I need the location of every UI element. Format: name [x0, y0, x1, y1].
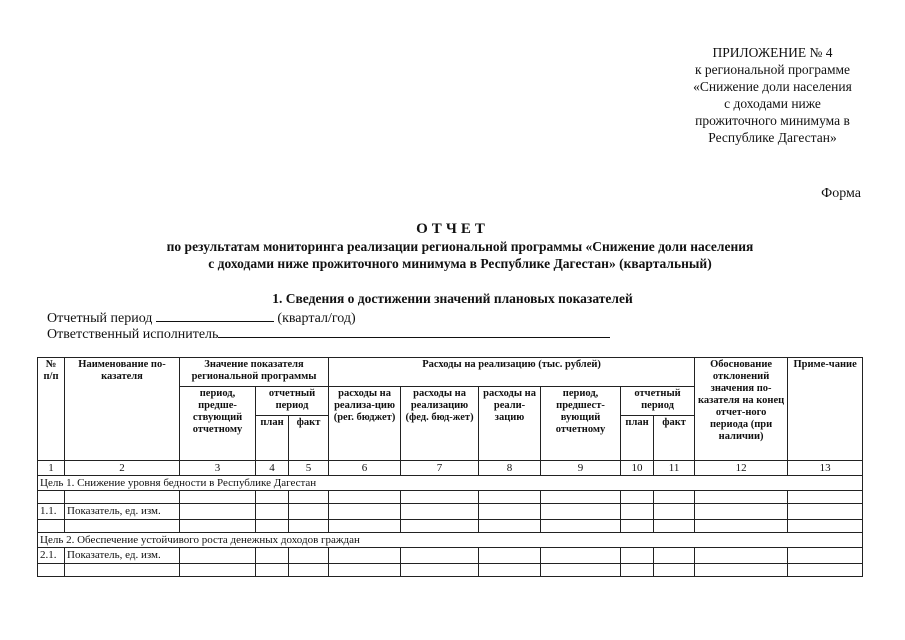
table-row — [38, 520, 863, 533]
column-number: 1 — [38, 461, 65, 476]
report-period-blank[interactable] — [156, 308, 274, 322]
table-cell[interactable] — [65, 491, 180, 504]
table-cell[interactable] — [541, 564, 621, 577]
table-cell[interactable] — [695, 520, 788, 533]
table-cell[interactable] — [401, 564, 479, 577]
column-numbers-row — [38, 461, 863, 476]
column-number: 2 — [65, 461, 180, 476]
table-cell[interactable] — [541, 548, 621, 564]
indicator-num: 1.1. — [38, 504, 65, 520]
table-cell[interactable] — [180, 548, 256, 564]
column-number: 13 — [788, 461, 863, 476]
table-cell[interactable] — [329, 504, 401, 520]
table-cell[interactable] — [479, 504, 541, 520]
goal-title: Цель 1. Снижение уровня бедности в Республике Дагестан — [38, 476, 863, 491]
table-cell[interactable] — [479, 520, 541, 533]
report-title: ОТЧЕТ — [416, 221, 489, 237]
table-cell[interactable] — [180, 520, 256, 533]
table-cell[interactable] — [621, 504, 654, 520]
header-exp-total: расходы на реали-зацию — [479, 387, 541, 461]
indicator-name: Показатель, ед. изм. — [65, 548, 180, 564]
header-expenses-group: Расходы на реализацию (тыс. рублей) — [329, 358, 695, 387]
column-number: 5 — [289, 461, 329, 476]
table-cell[interactable] — [256, 520, 289, 533]
appendix-line: с доходами ниже — [724, 96, 821, 111]
indicator-num: 2.1. — [38, 548, 65, 564]
table-cell[interactable] — [256, 548, 289, 564]
header-fact: факт — [289, 416, 329, 461]
table-cell[interactable] — [289, 491, 329, 504]
column-number: 9 — [541, 461, 621, 476]
table-cell[interactable] — [788, 491, 863, 504]
table-cell[interactable] — [695, 504, 788, 520]
header-indicator-group: Значение показателя региональной программы — [180, 358, 329, 387]
table-cell[interactable] — [654, 520, 695, 533]
appendix-title: ПРИЛОЖЕНИЕ № 4 — [712, 45, 833, 60]
column-number: 8 — [479, 461, 541, 476]
table-cell[interactable] — [541, 491, 621, 504]
indicator-name: Показатель, ед. изм. — [65, 504, 180, 520]
table-row — [38, 564, 863, 577]
appendix-line: Республике Дагестан» — [708, 130, 837, 145]
table-cell[interactable] — [38, 564, 65, 577]
table-cell[interactable] — [541, 520, 621, 533]
table-cell[interactable] — [479, 548, 541, 564]
table-cell[interactable] — [180, 504, 256, 520]
indicator-row — [38, 504, 863, 520]
table-cell[interactable] — [65, 520, 180, 533]
header-report-period: отчетный период — [256, 387, 329, 416]
table-cell[interactable] — [621, 548, 654, 564]
column-number: 6 — [329, 461, 401, 476]
header-exp-prev: период, предшест-вующий отчетному — [541, 387, 621, 461]
table-cell[interactable] — [479, 564, 541, 577]
header-plan: план — [256, 416, 289, 461]
table-cell[interactable] — [695, 491, 788, 504]
column-number: 4 — [256, 461, 289, 476]
header-exp-fed: расходы на реализацию (фед. бюд-жет) — [401, 387, 479, 461]
header-exp-plan: план — [621, 416, 654, 461]
column-number: 3 — [180, 461, 256, 476]
table-cell[interactable] — [289, 548, 329, 564]
table-cell[interactable] — [289, 504, 329, 520]
header-num: № п/п — [38, 358, 65, 461]
indicators-table — [37, 357, 863, 577]
form-label: Форма — [821, 186, 861, 201]
table-cell[interactable] — [38, 491, 65, 504]
table-cell[interactable] — [329, 564, 401, 577]
executor-blank[interactable] — [218, 324, 610, 338]
header-justification: Обоснование отклонений значения по-казателя на конец отчет-ного периода (при наличии) — [695, 358, 788, 461]
table-cell[interactable] — [788, 504, 863, 520]
report-period-label: Отчетный период — [47, 311, 153, 326]
column-number: 11 — [654, 461, 695, 476]
appendix-line: прожиточного минимума в — [695, 113, 850, 128]
table-cell[interactable] — [329, 520, 401, 533]
table-cell[interactable] — [65, 564, 180, 577]
report-subtitle-line-1: по результатам мониторинга реализации региональной программы «Снижение доли населения — [166, 239, 754, 254]
table-cell[interactable] — [695, 548, 788, 564]
table-cell[interactable] — [329, 548, 401, 564]
table-cell[interactable] — [401, 548, 479, 564]
table-cell[interactable] — [180, 564, 256, 577]
header-prev-period: период, предше-ствующий отчетному — [180, 387, 256, 461]
table-cell[interactable] — [695, 564, 788, 577]
table-cell[interactable] — [654, 491, 695, 504]
table-cell[interactable] — [541, 504, 621, 520]
table-cell[interactable] — [38, 520, 65, 533]
table-cell[interactable] — [788, 548, 863, 564]
table-cell[interactable] — [401, 491, 479, 504]
table-cell[interactable] — [621, 520, 654, 533]
table-cell[interactable] — [788, 564, 863, 577]
table-cell[interactable] — [289, 564, 329, 577]
table-cell[interactable] — [654, 504, 695, 520]
table-cell[interactable] — [621, 564, 654, 577]
header-exp-reg: расходы на реализа-цию (рег. бюджет) — [329, 387, 401, 461]
report-subtitle-line-2: с доходами ниже прожиточного минимума в Республике Дагестан» (квартальный) — [208, 256, 712, 271]
table-cell[interactable] — [256, 564, 289, 577]
header-exp-report-period: отчетный период — [621, 387, 695, 416]
table-cell[interactable] — [289, 520, 329, 533]
table-cell[interactable] — [256, 491, 289, 504]
header-exp-fact: факт — [654, 416, 695, 461]
header-name: Наименование по-казателя — [65, 358, 180, 461]
goal-title: Цель 2. Обеспечение устойчивого роста денежных доходов граждан — [38, 533, 863, 548]
table-cell[interactable] — [329, 491, 401, 504]
table-cell[interactable] — [180, 491, 256, 504]
table-cell[interactable] — [401, 504, 479, 520]
table-cell[interactable] — [621, 491, 654, 504]
executor-field — [47, 324, 610, 343]
appendix-line: «Снижение доли населения — [693, 79, 852, 94]
table-row — [38, 491, 863, 504]
report-period-suffix: (квартал/год) — [277, 311, 356, 326]
appendix-line: к региональной программе — [694, 62, 851, 77]
report-subtitle — [60, 238, 860, 272]
column-number: 7 — [401, 461, 479, 476]
table-cell[interactable] — [479, 491, 541, 504]
goal-row — [38, 476, 863, 491]
table-cell[interactable] — [654, 548, 695, 564]
table-cell[interactable] — [401, 520, 479, 533]
table-cell[interactable] — [654, 564, 695, 577]
column-number: 10 — [621, 461, 654, 476]
column-number: 12 — [695, 461, 788, 476]
table-cell[interactable] — [256, 504, 289, 520]
goal-row — [38, 533, 863, 548]
header-note: Приме-чание — [788, 358, 863, 461]
executor-label: Ответственный исполнитель — [47, 327, 219, 342]
section-title: 1. Сведения о достижении значений плановых показателей — [272, 291, 633, 306]
table-cell[interactable] — [788, 520, 863, 533]
indicator-row — [38, 548, 863, 564]
appendix-header — [655, 44, 890, 146]
